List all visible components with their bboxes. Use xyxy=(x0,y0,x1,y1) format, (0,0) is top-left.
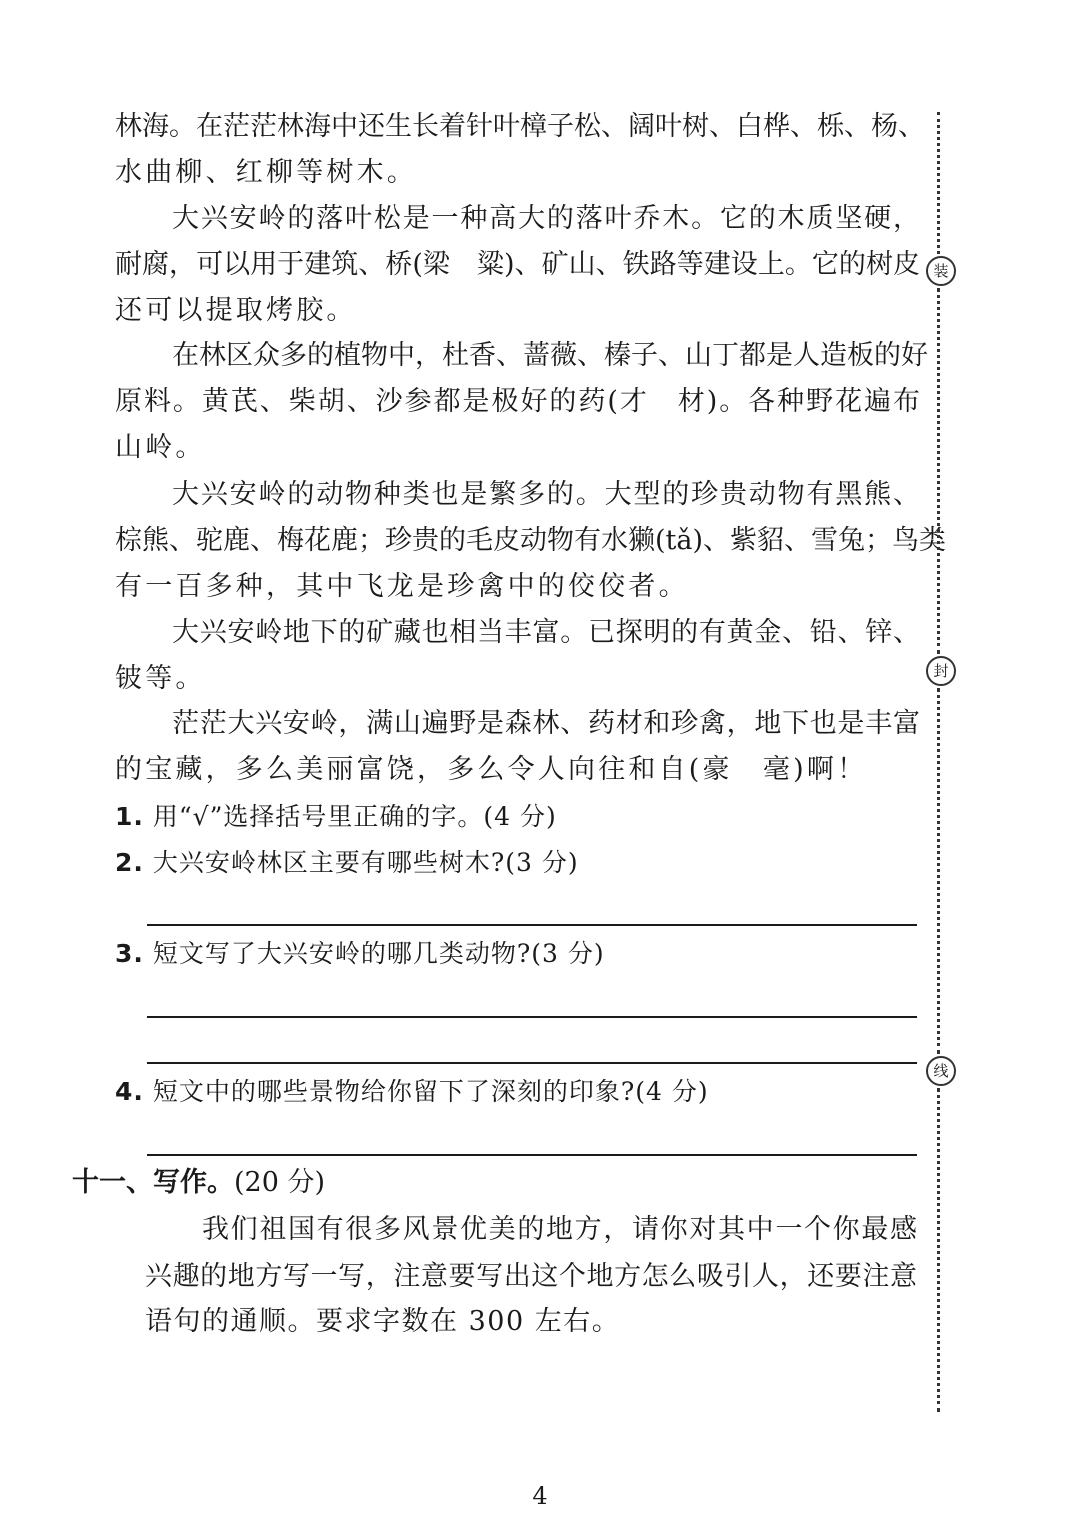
question-1 xyxy=(115,800,557,834)
question-text: 用“√”选择括号里正确的字。(4 分) xyxy=(152,802,557,831)
question-number: 1. xyxy=(115,802,144,831)
question-4 xyxy=(115,1075,709,1109)
passage-line: 在林区众多的植物中，杜香、蔷薇、榛子、山丁都是人造板的好 xyxy=(172,340,928,371)
question-text: 短文中的哪些景物给你留下了深刻的印象?(4 分) xyxy=(152,1077,709,1106)
question-text: 大兴安岭林区主要有哪些树木?(3 分) xyxy=(152,848,579,877)
answer-line[interactable] xyxy=(147,1016,917,1018)
binding-mark-feng: 封 xyxy=(926,656,956,686)
writing-prompt-line: 兴趣的地方写一写，注意要写出这个地方怎么吸引人，还要注意 xyxy=(145,1261,917,1292)
question-number: 3. xyxy=(115,939,144,968)
question-3 xyxy=(115,937,605,971)
answer-line[interactable] xyxy=(147,1154,917,1156)
binding-dotted-line xyxy=(937,1088,940,1412)
answer-line[interactable] xyxy=(147,924,917,926)
passage-line: 棕熊、驼鹿、梅花鹿；珍贵的毛皮动物有水獭(tǎ)、紫貂、雪兔；鸟类 xyxy=(115,525,947,556)
passage-line: 耐腐，可以用于建筑、桥(梁 粱)、矿山、铁路等建设上。它的树皮 xyxy=(115,249,920,280)
question-2 xyxy=(115,846,579,880)
passage-line: 有一百多种，其中飞龙是珍禽中的佼佼者。 xyxy=(115,571,689,602)
binding-dotted-line xyxy=(937,112,940,254)
question-text: 短文写了大兴安岭的哪几类动物?(3 分) xyxy=(152,939,605,968)
binding-dotted-line xyxy=(937,288,940,654)
question-number: 4. xyxy=(115,1077,144,1106)
binding-mark-zhuang: 装 xyxy=(926,256,956,286)
answer-line[interactable] xyxy=(147,1062,917,1064)
passage-line: 大兴安岭地下的矿藏也相当丰富。已探明的有黄金、铅、锌、 xyxy=(172,617,920,648)
binding-mark-xian: 线 xyxy=(926,1056,956,1086)
passage-line: 林海。在茫茫林海中还生长着针叶樟子松、阔叶树、白桦、栎、杨、 xyxy=(115,111,925,142)
passage-line: 大兴安岭的动物种类也是繁多的。大型的珍贵动物有黑熊、 xyxy=(172,479,920,510)
question-number: 2. xyxy=(115,848,144,877)
passage-line: 山岭。 xyxy=(115,432,206,463)
writing-prompt-line: 我们祖国有很多风景优美的地方，请你对其中一个你最感 xyxy=(202,1214,917,1245)
passage-line: 铍等。 xyxy=(115,663,206,694)
passage-line: 还可以提取烤胶。 xyxy=(115,295,357,326)
writing-prompt-line: 语句的通顺。要求字数在 300 左右。 xyxy=(145,1306,621,1337)
section-score: (20 分) xyxy=(234,1167,326,1198)
binding-dotted-line xyxy=(937,688,940,1054)
section-heading xyxy=(72,1165,325,1201)
passage-line: 水曲柳、红柳等树木。 xyxy=(115,157,417,188)
passage-line: 大兴安岭的落叶松是一种高大的落叶乔木。它的木质坚硬， xyxy=(172,203,920,234)
passage-line: 的宝藏，多么美丽富饶，多么令人向往和自(豪 毫)啊！ xyxy=(115,754,868,785)
passage-line: 茫茫大兴安岭，满山遍野是森林、药材和珍禽，地下也是丰富 xyxy=(172,708,920,739)
section-title: 十一、写作。 xyxy=(72,1167,234,1198)
passage-line: 原料。黄芪、柴胡、沙参都是极好的药(才 材)。各种野花遍布 xyxy=(115,386,920,417)
page-number: 4 xyxy=(532,1482,548,1510)
